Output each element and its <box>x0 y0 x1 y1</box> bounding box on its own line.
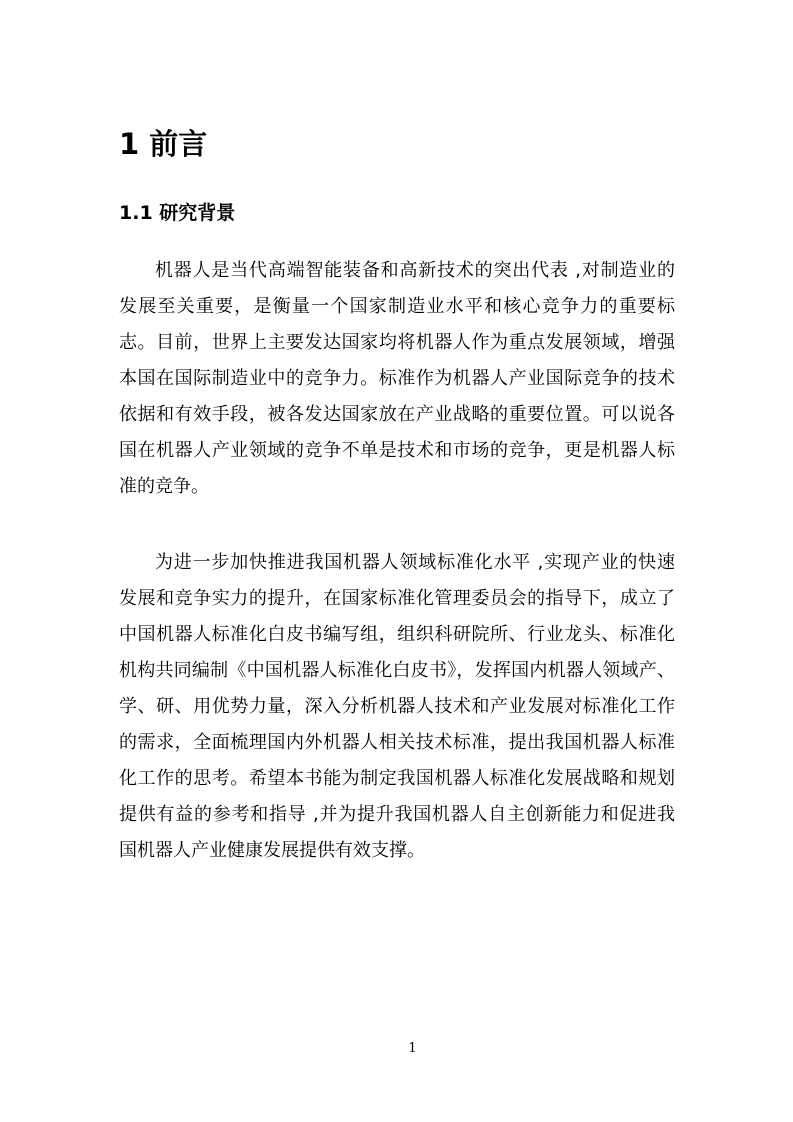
paragraph-line: 国在机器人产业领域的竞争不单是技术和市场的竞争，更是机器人标 <box>119 440 675 461</box>
page-number: 1 <box>408 1041 417 1056</box>
paragraph-line: 依据和有效手段，被各发达国家放在产业战略的重要位置。可以说各 <box>119 404 675 425</box>
paragraph-line: 为进一步加快推进我国机器人领域标准化水平 ,实现产业的快速 <box>155 552 675 573</box>
paragraph-line: 准的竞争。 <box>119 476 209 497</box>
paragraph-line: 学、研、用优势力量，深入分析机器人技术和产业发展对标准化工作 <box>119 696 675 717</box>
paragraph-line: 提供有益的参考和指导 ,并为提升我国机器人自主创新能力和促进我 <box>119 804 675 825</box>
paragraph-line: 国机器人产业健康发展提供有效支撑。 <box>119 840 425 861</box>
paragraph-line: 机器人是当代高端智能装备和高新技术的突出代表 ,对制造业的 <box>155 260 675 281</box>
paragraph-line: 发展和竞争实力的提升，在国家标准化管理委员会的指导下，成立了 <box>119 588 675 609</box>
paragraph-line: 志。目前，世界上主要发达国家均将机器人作为重点发展领域，增强 <box>119 332 675 353</box>
paragraph-research-background-2 <box>119 545 675 869</box>
paragraph-research-background-1 <box>119 253 675 505</box>
paragraph-line: 发展至关重要，是衡量一个国家制造业水平和核心竞争力的重要标 <box>119 296 675 317</box>
paragraph-line: 机构共同编制《中国机器人标准化白皮书》，发挥国内机器人领域产、 <box>119 660 675 681</box>
paragraph-line: 的需求，全面梳理国内外机器人相关技术标准，提出我国机器人标准 <box>119 732 675 753</box>
section-title: 1.1 研究背景 <box>119 202 236 224</box>
paragraph-line: 中国机器人标准化白皮书编写组，组织科研院所、行业龙头、标准化 <box>119 624 675 645</box>
paragraph-line: 化工作的思考。希望本书能为制定我国机器人标准化发展战略和规划 <box>119 768 675 789</box>
chapter-title: 1 前言 <box>119 127 208 161</box>
paragraph-line: 本国在国际制造业中的竞争力。标准作为机器人产业国际竞争的技术 <box>119 368 675 389</box>
